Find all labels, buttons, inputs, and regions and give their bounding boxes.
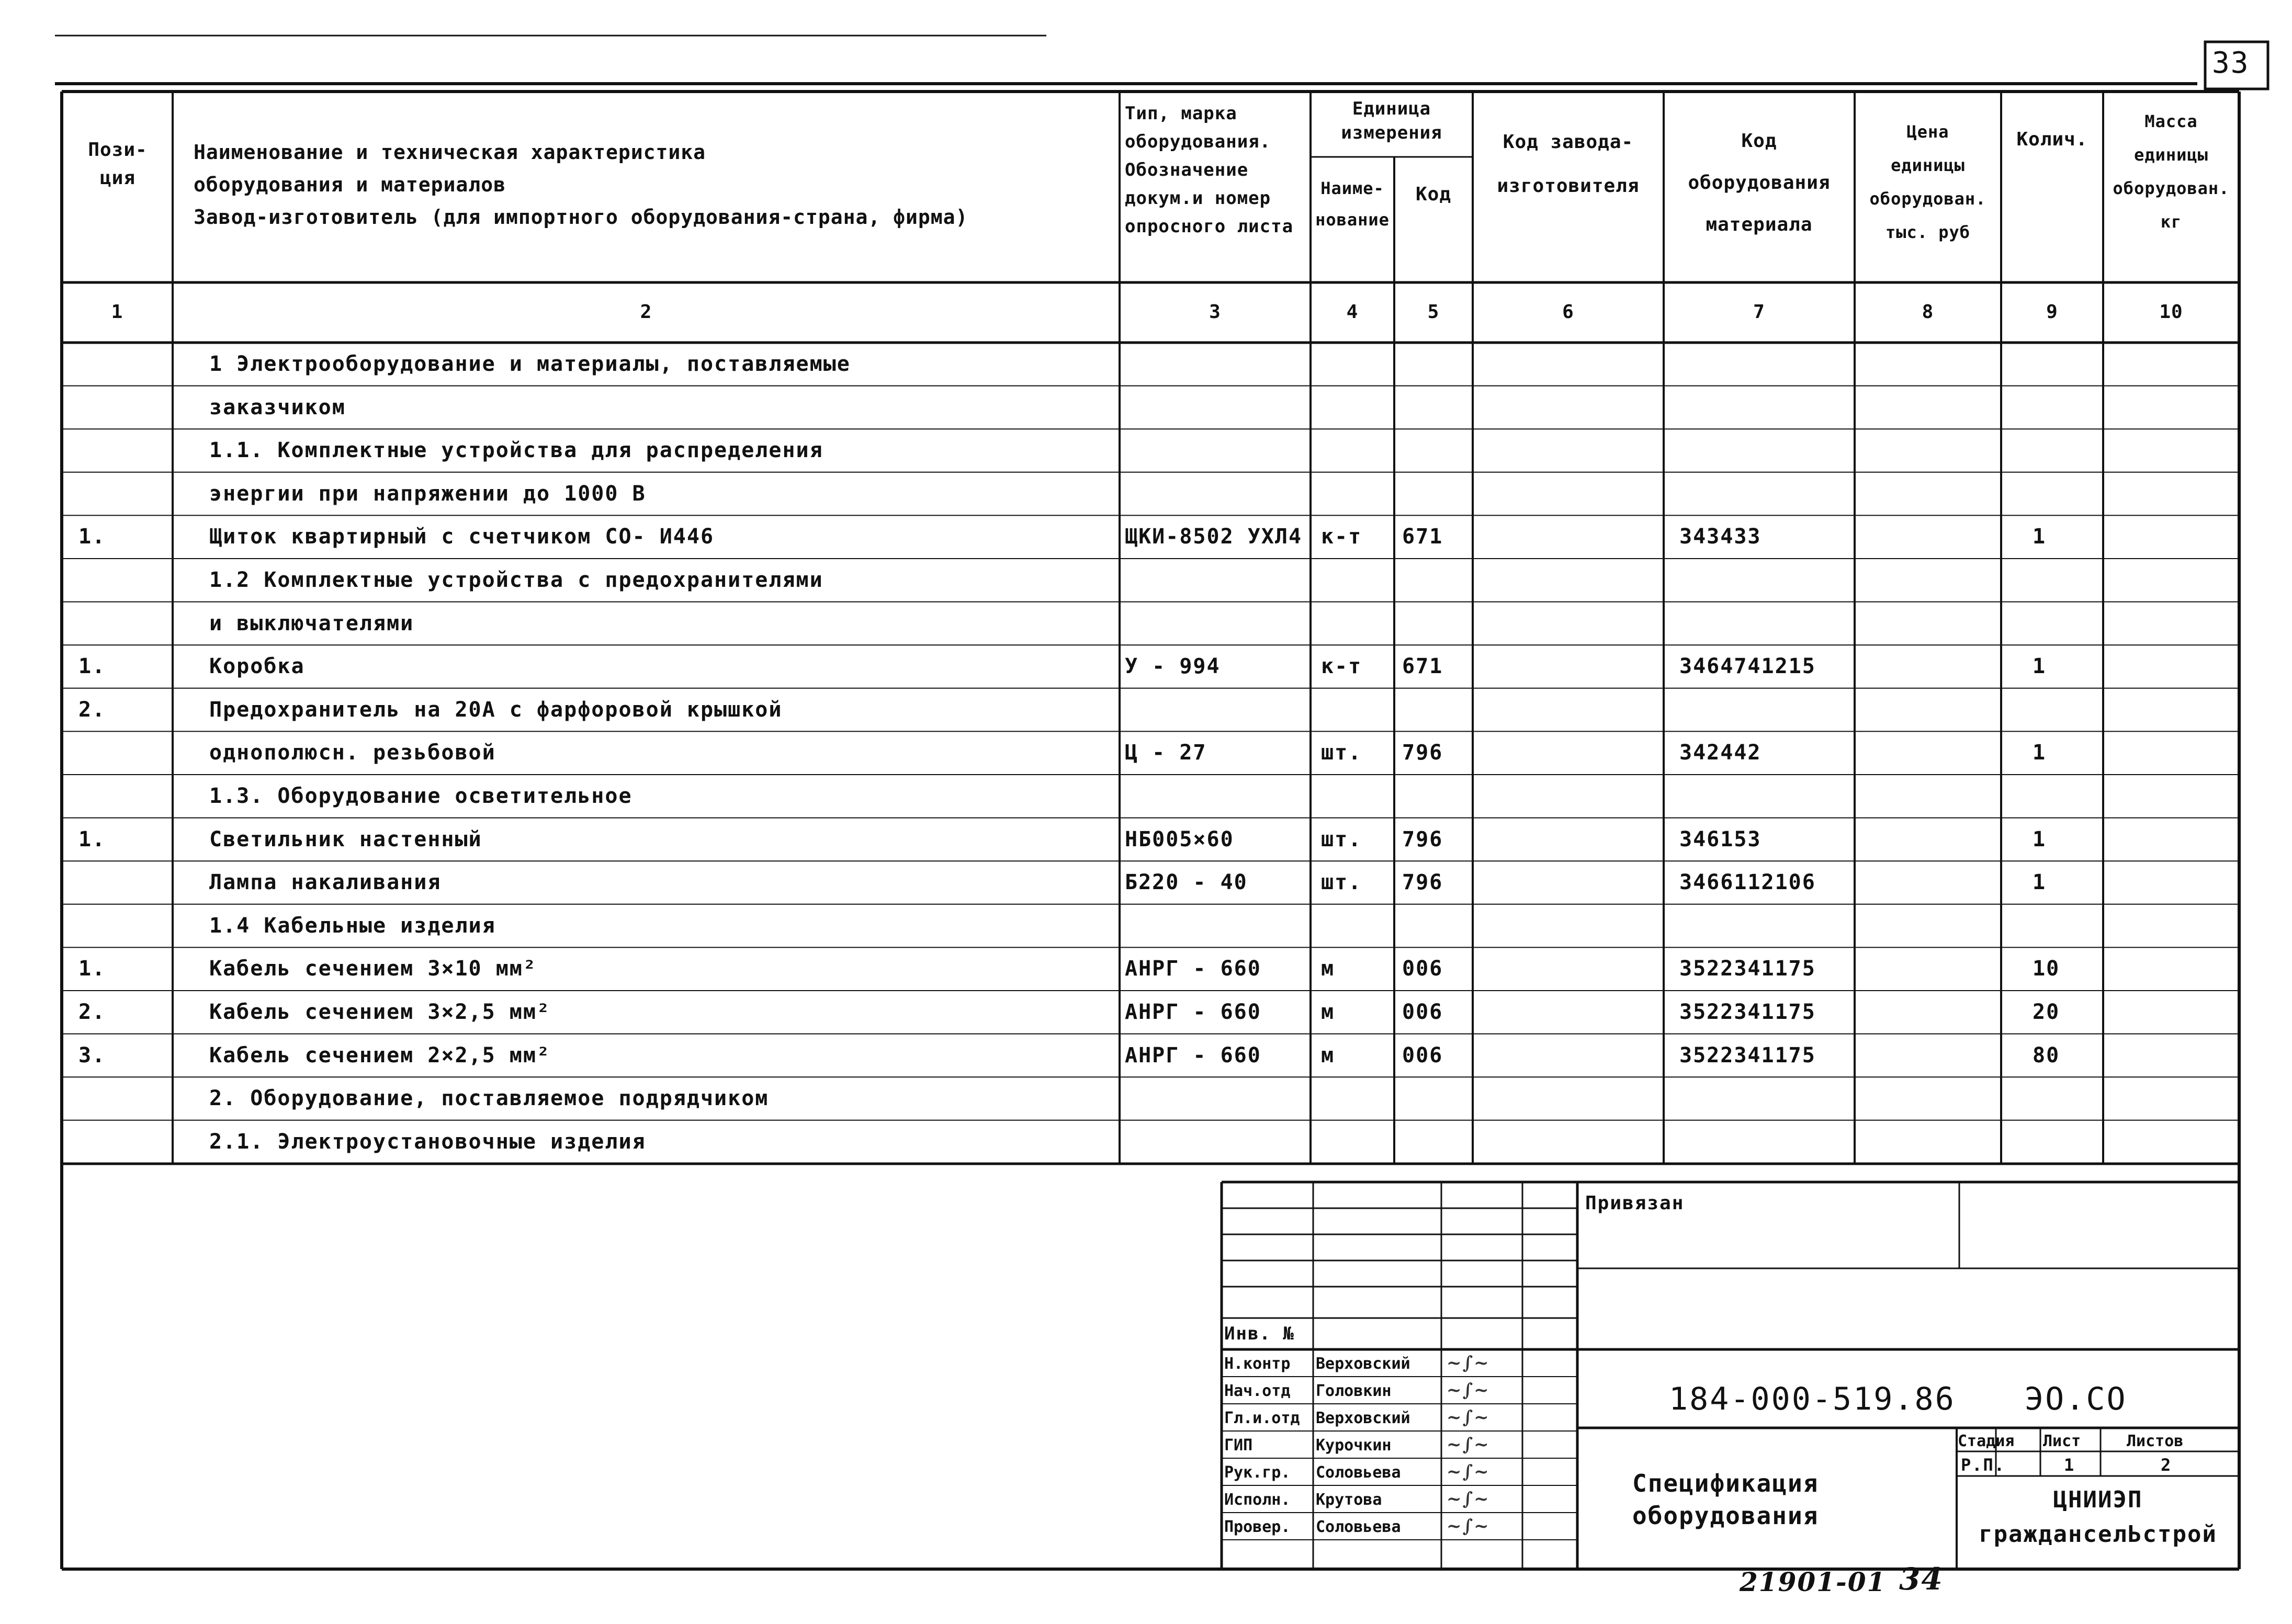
row-position: 1.: [78, 827, 106, 851]
row-name: 1.4 Кабельные изделия: [209, 913, 496, 938]
row-type: ЩКИ-8502 УХЛ4: [1125, 525, 1303, 549]
signature-name: Крутова: [1316, 1491, 1382, 1509]
row-unit-code: 796: [1402, 741, 1443, 765]
organization: ЦНИИЭП гражданселЬстрой: [1979, 1486, 2217, 1548]
row-equipment-code: 346153: [1679, 827, 1762, 851]
row-quantity: 20: [2033, 1000, 2060, 1024]
header-price: Цена единицы оборудован. тыс. руб: [1869, 122, 1986, 242]
row-unit: шт.: [1321, 741, 1362, 765]
header-mass: Масса единицы оборудован. кг: [2113, 111, 2230, 232]
header-type: Тип, марка оборудования. Обозначение докум.и номер опросного листа: [1125, 103, 1294, 237]
row-quantity: 1: [2033, 741, 2047, 765]
header-name: Наименование и техническая характеристика оборудования и материалов Завод-изготовитель (для импортного оборудования-страна, фирма): [194, 141, 968, 229]
row-name: заказчиком: [209, 395, 346, 419]
row-position: 2.: [78, 697, 106, 722]
archive-number: 21901-01: [1740, 1566, 1887, 1597]
signature-name: Соловьева: [1316, 1463, 1401, 1482]
row-name: и выключателями: [209, 611, 414, 635]
sheets-label: Листов: [2127, 1432, 2184, 1450]
row-equipment-code: 3464741215: [1679, 654, 1816, 679]
stage-label: Стадия: [1958, 1432, 2015, 1450]
column-number: 6: [1562, 301, 1574, 323]
header-unit: Единица измерения: [1341, 98, 1442, 143]
row-unit: м: [1321, 1000, 1335, 1024]
row-unit: м: [1321, 1043, 1335, 1067]
column-number: 10: [2159, 301, 2183, 323]
row-quantity: 10: [2033, 957, 2060, 981]
signature-name: Верховский: [1316, 1355, 1410, 1373]
row-unit-code: 671: [1402, 654, 1443, 679]
row-name: Щиток квартирный с счетчиком СО- И446: [209, 525, 715, 549]
row-unit: к-т: [1321, 654, 1362, 679]
signature-name: Головкин: [1316, 1382, 1392, 1400]
row-unit: м: [1321, 957, 1335, 981]
row-name: Предохранитель на 20А с фарфоровой крышкой: [209, 697, 783, 722]
signature-name: Курочкин: [1316, 1436, 1392, 1455]
row-position: 2.: [78, 1000, 106, 1024]
row-equipment-code: 3466112106: [1679, 870, 1816, 895]
row-unit: шт.: [1321, 870, 1362, 895]
row-name: 1 Электрооборудование и материалы, поставляемые: [209, 352, 851, 376]
header-position: Пози- ция: [88, 139, 148, 189]
row-equipment-code: 343433: [1679, 525, 1762, 549]
column-number: 1: [111, 301, 123, 323]
footer-number: 34: [1899, 1561, 1944, 1597]
row-equipment-code: 3522341175: [1679, 1043, 1816, 1067]
row-name: Кабель сечением 3×2,5 мм²: [209, 1000, 551, 1024]
row-name: Лампа накаливания: [209, 870, 442, 895]
row-quantity: 1: [2033, 870, 2047, 895]
handwritten-signature: ~∫~: [1447, 1489, 1490, 1509]
row-unit: к-т: [1321, 525, 1362, 549]
handwritten-signature: ~∫~: [1447, 1516, 1490, 1537]
row-position: 1.: [78, 525, 106, 549]
signature-name: Соловьева: [1316, 1518, 1401, 1536]
header-quantity: Колич.: [2016, 129, 2088, 150]
tied-label: Привязан: [1585, 1193, 1685, 1214]
header-unit-name: Наиме- нование: [1315, 178, 1390, 230]
row-name: 2. Оборудование, поставляемое подрядчиком: [209, 1086, 769, 1111]
handwritten-signature: ~∫~: [1447, 1380, 1490, 1401]
document-title: Спецификация оборудования: [1632, 1469, 1819, 1530]
column-number: 4: [1346, 301, 1359, 323]
column-number: 9: [2046, 301, 2058, 323]
row-position: 3.: [78, 1043, 106, 1067]
header-unit-code: Код: [1415, 184, 1452, 205]
handwritten-signature: ~∫~: [1447, 1407, 1490, 1428]
signature-role: Гл.и.отд: [1224, 1409, 1300, 1427]
row-equipment-code: 3522341175: [1679, 957, 1816, 981]
row-position: 1.: [78, 957, 106, 981]
row-type: Б220 - 40: [1125, 870, 1248, 895]
row-unit-code: 796: [1402, 827, 1443, 851]
row-quantity: 1: [2033, 654, 2047, 679]
row-name: 2.1. Электроустановочные изделия: [209, 1129, 646, 1154]
signature-role: Н.контр: [1224, 1355, 1291, 1373]
row-equipment-code: 3522341175: [1679, 1000, 1816, 1024]
column-number: 3: [1209, 301, 1221, 323]
row-position: 1.: [78, 654, 106, 679]
stage-value: Р.П.: [1961, 1455, 2006, 1475]
signature-name: Верховский: [1316, 1409, 1410, 1427]
row-name: Светильник настенный: [209, 827, 482, 851]
column-number: 7: [1753, 301, 1765, 323]
row-unit: шт.: [1321, 827, 1362, 851]
row-quantity: 1: [2033, 525, 2047, 549]
handwritten-signature: ~∫~: [1447, 1461, 1490, 1482]
handwritten-signature: ~∫~: [1447, 1353, 1490, 1373]
signature-role: Исполн.: [1224, 1491, 1291, 1509]
row-type: АНРГ - 660: [1125, 957, 1261, 981]
column-number: 8: [1922, 301, 1934, 323]
row-unit-code: 006: [1402, 957, 1443, 981]
row-name: Кабель сечением 3×10 мм²: [209, 957, 537, 981]
row-unit-code: 796: [1402, 870, 1443, 895]
header-equipment-code: Код оборудования материала: [1688, 130, 1831, 235]
signature-role: Провер.: [1224, 1518, 1291, 1536]
row-quantity: 1: [2033, 827, 2047, 851]
row-name: однополюсн. резьбовой: [209, 741, 496, 765]
inventory-number-label: Инв. №: [1224, 1323, 1295, 1344]
row-equipment-code: 342442: [1679, 741, 1762, 765]
row-name: 1.2 Комплектные устройства с предохранителями: [209, 568, 823, 592]
sheet-value: 1: [2064, 1455, 2075, 1475]
row-type: НБ005×60: [1125, 827, 1234, 851]
row-name: 1.3. Оборудование осветительное: [209, 784, 633, 808]
signature-role: Рук.гр.: [1224, 1463, 1291, 1482]
row-name: энергии при напряжении до 1000 В: [209, 481, 646, 506]
row-type: Ц - 27: [1125, 741, 1207, 765]
row-quantity: 80: [2033, 1043, 2060, 1067]
row-name: 1.1. Комплектные устройства для распределения: [209, 438, 823, 463]
signature-role: Нач.отд: [1224, 1382, 1291, 1400]
handwritten-signature: ~∫~: [1447, 1434, 1490, 1455]
document-mark: ЭО.СО: [2025, 1381, 2127, 1417]
row-name: Коробка: [209, 654, 305, 679]
row-name: Кабель сечением 2×2,5 мм²: [209, 1043, 551, 1067]
row-unit-code: 006: [1402, 1000, 1443, 1024]
header-plant-code: Код завода- изготовителя: [1497, 131, 1640, 197]
page-number: 33: [2212, 46, 2250, 80]
sheet-label: Лист: [2043, 1432, 2081, 1450]
row-unit-code: 671: [1402, 525, 1443, 549]
signature-role: ГИП: [1224, 1436, 1253, 1455]
row-unit-code: 006: [1402, 1043, 1443, 1067]
row-type: АНРГ - 660: [1125, 1043, 1261, 1067]
row-type: У - 994: [1125, 654, 1221, 679]
document-code: 184-000-519.86: [1669, 1381, 1956, 1417]
column-number: 5: [1427, 301, 1440, 323]
column-number: 2: [640, 301, 652, 323]
row-type: АНРГ - 660: [1125, 1000, 1261, 1024]
sheets-value: 2: [2161, 1455, 2172, 1475]
